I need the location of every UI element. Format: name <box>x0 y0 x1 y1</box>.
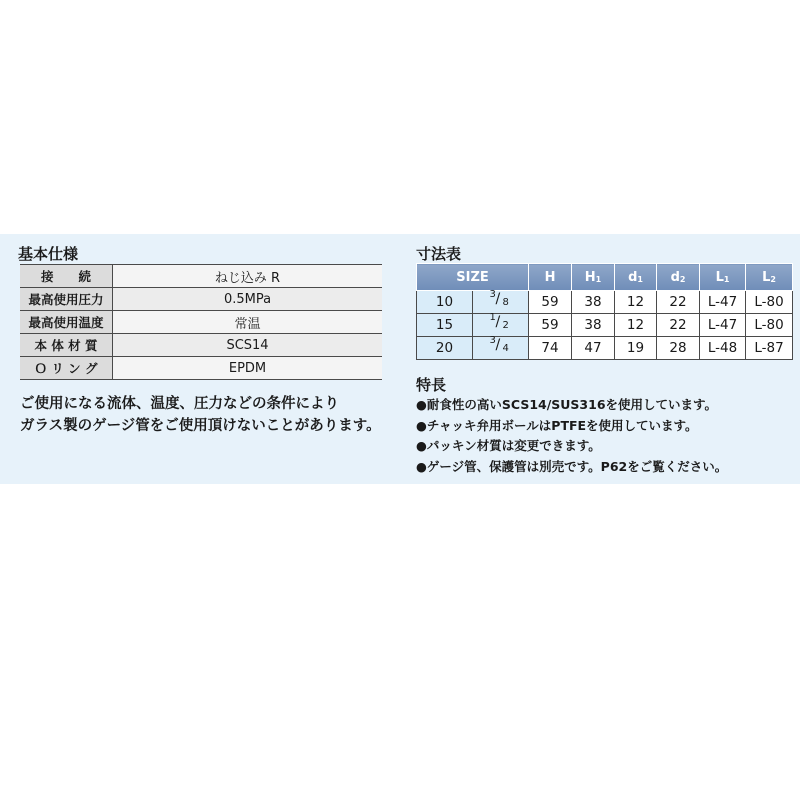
features-title: 特長 <box>416 376 447 394</box>
size-cell: 20 <box>417 337 473 360</box>
header-h1: $H_1$ <box>572 264 615 291</box>
features-list <box>416 395 727 477</box>
h1-cell: 38 <box>572 314 615 337</box>
spec-title: 基本仕様 <box>18 245 79 263</box>
dimension-table <box>416 263 793 360</box>
size-cell: 10 <box>417 291 473 314</box>
d1-cell: 12 <box>615 291 657 314</box>
l2-cell: L-80 <box>746 314 793 337</box>
spec-row-body-material <box>20 334 382 357</box>
l1-cell: L-47 <box>700 314 746 337</box>
inch-fraction-cell: 3 / 8 <box>473 291 529 314</box>
header-l2: $L_2$ <box>746 264 793 291</box>
spec-value: ねじ込み R <box>113 265 383 288</box>
header-d2: $d_2$ <box>657 264 700 291</box>
feature-item: ●パッキン材質は変更できます。 <box>416 438 601 453</box>
spec-row-max-pressure <box>20 288 382 311</box>
h1-cell: 47 <box>572 337 615 360</box>
usage-note <box>20 393 381 437</box>
l1-cell: L-48 <box>700 337 746 360</box>
dimension-row <box>417 314 793 337</box>
h-cell: 59 <box>529 314 572 337</box>
dimension-header-row <box>417 264 793 291</box>
h1-cell: 38 <box>572 291 615 314</box>
spec-value: 0.5MPa <box>113 288 383 311</box>
l2-cell: L-87 <box>746 337 793 360</box>
inch-fraction-cell: 3 / 4 <box>473 337 529 360</box>
feature-item: ●チャッキ弁用ボールはPTFEを使用しています。 <box>416 417 698 433</box>
spec-label: 接 続 <box>20 265 113 288</box>
size-cell: 15 <box>417 314 473 337</box>
l1-cell: L-47 <box>700 291 746 314</box>
feature-item: ●ゲージ管、保護管は別売です。P62をご覧ください。 <box>416 458 728 474</box>
d2-cell: 28 <box>657 337 700 360</box>
spec-table <box>20 264 382 380</box>
d1-cell: 12 <box>615 314 657 337</box>
l2-cell: L-80 <box>746 291 793 314</box>
spec-value: 常温 <box>113 311 383 334</box>
spec-label: 最高使用圧力 <box>20 288 113 311</box>
d1-cell: 19 <box>615 337 657 360</box>
spec-row-o-ring <box>20 357 382 380</box>
dimension-title: 寸法表 <box>416 245 462 263</box>
dimension-row <box>417 337 793 360</box>
h-cell: 74 <box>529 337 572 360</box>
spec-label: Ｏ リ ン グ <box>20 357 113 380</box>
usage-note-line: ガラス製のゲージ管をご使用頂けないことがあります。 <box>20 418 381 434</box>
header-h: H <box>529 264 572 291</box>
h-cell: 59 <box>529 291 572 314</box>
inch-fraction-cell: 1 / 2 <box>473 314 529 337</box>
usage-note-line: ご使用になる流体、温度、圧力などの条件により <box>20 396 339 412</box>
header-size: SIZE <box>417 264 529 291</box>
spec-value: EPDM <box>113 357 383 380</box>
header-l1: $L_1$ <box>700 264 746 291</box>
spec-label: 本 体 材 質 <box>20 334 113 357</box>
spec-value: SCS14 <box>113 334 383 357</box>
spec-label: 最高使用温度 <box>20 311 113 334</box>
spec-row-max-temperature <box>20 311 382 334</box>
spec-row-connection <box>20 265 382 288</box>
header-d1: $d_1$ <box>615 264 657 291</box>
d2-cell: 22 <box>657 291 700 314</box>
d2-cell: 22 <box>657 314 700 337</box>
dimension-row <box>417 291 793 314</box>
feature-item: ●耐食性の高いSCS14/SUS316を使用しています。 <box>416 397 718 412</box>
